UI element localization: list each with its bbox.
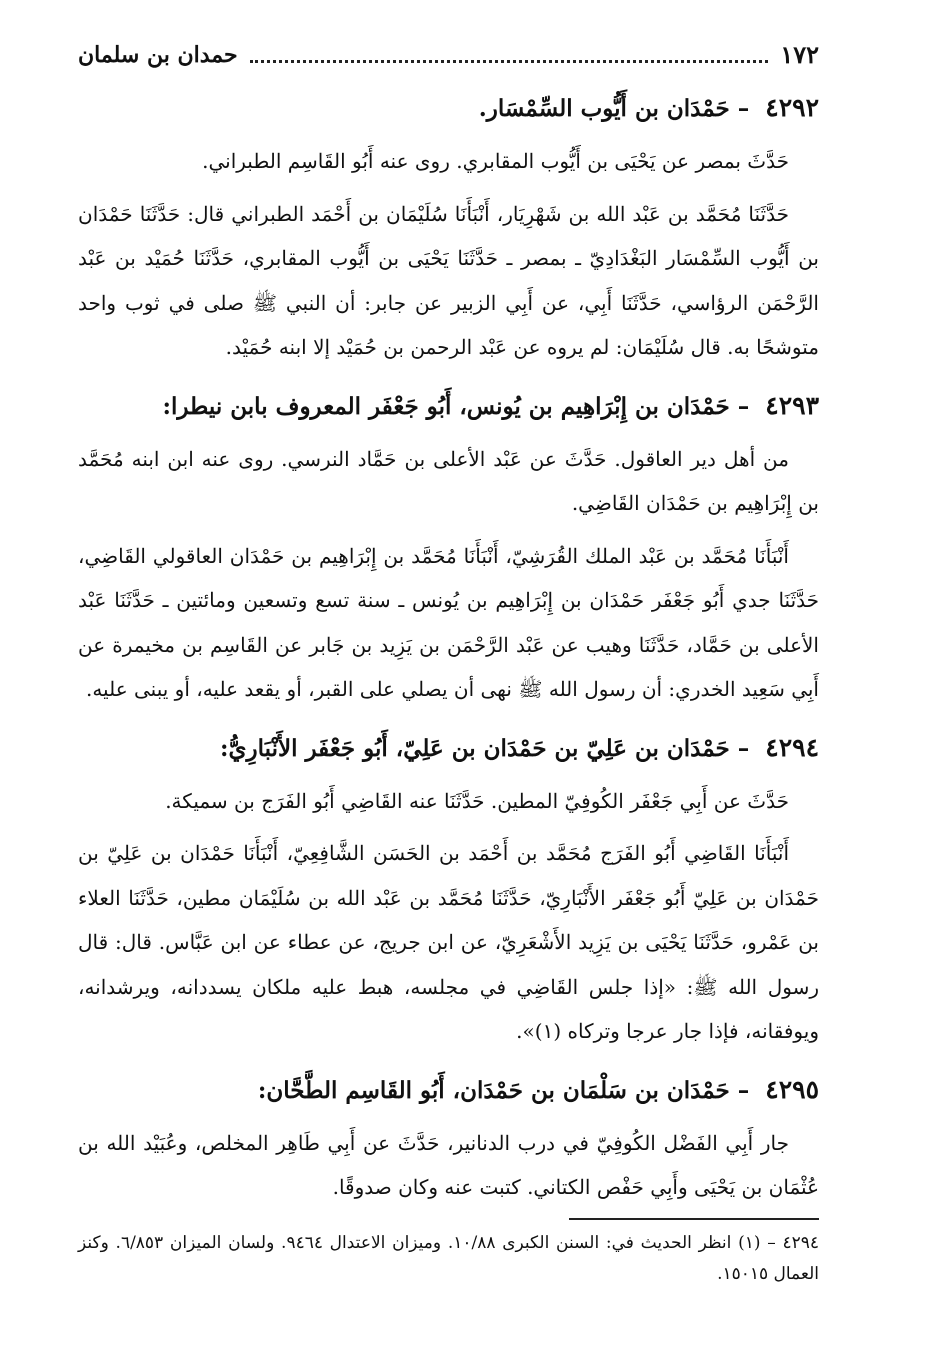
running-title: حمدان بن سلمان: [78, 42, 238, 68]
entry-4293: [78, 388, 819, 712]
entry-heading: – حَمْدَان بن سَلْمَان بن حَمْدَان، أَبُو القَاسِم الطَّحَّان:: [257, 1076, 750, 1104]
running-head: [78, 38, 819, 72]
entry-paragraph: حَدَّثَنَا مُحَمَّد بن عَبْد الله بن شَهْرِيَار، أَنْبَأَنَا سُلَيْمَان بن أَحْمَد الطبراني قال: حَدَّثَنَا حَمْدَان بن أَيُّوب السِّمْسَار البَغْدَادِيّ ـ بمصر ـ حَدَّثَنَا يَحْيَى بن أَيُّوب المقابري، حَدَّثَنَا حُمَيْد بن عَبْد الرَّحْمَن الرؤاسي، حَدَّثَنَا أَبِي، عن أَبِي الزبير عن جابر: أن النبي ﷺ صلى في ثوب واحد متوشحًا به. قال سُلَيْمَان: لم يروه عن عَبْد الرحمن بن حُمَيْد إلا ابنه حُمَيْد.: [78, 201, 819, 359]
entry-heading: – حَمْدَان بن إِبْرَاهِيم بن يُونس، أَبُو جَعْفَر المعروف بابن نيطرا:: [162, 392, 750, 420]
footnote-divider: [569, 1218, 819, 1220]
entry-paragraph: أَنْبَأَنَا القَاضِي أَبُو الفَرَج مُحَمَّد بن أَحْمَد بن الحَسَن الشَّافِعِيّ، أَنْبَأَنَا حَمْدَان بن عَلِيّ بن حَمْدَان بن عَلِيّ أَبُو جَعْفَر الأَنْبَارِيّ، حَدَّثَنَا مُحَمَّد بن عَبْد الله بن سُلَيْمَان مطين، حَدَّثَنَا العلاء بن عَمْرو، حَدَّثَنَا يَحْيَى بن يَزِيد الأَشْعَرِيّ، عن ابن جريج، عن عطاء عن ابن عَبَّاس. قال: قال رسول الله ﷺ: «إذا جلس القَاضِي في مجلسه، هبط عليه ملكان يسددانه، ويرشدانه، ويوفقانه، فإذا جار عرجا وتركاه (١)».: [78, 841, 819, 1043]
page-number: ١٧٢: [780, 40, 819, 69]
entry-paragraph: من أهل دير العاقول. حَدَّثَ عن عَبْد الأعلى بن حَمَّاد النرسي. روى عنه ابن ابنه مُحَمَّد بن إِبْرَاهِيم بن حَمْدَان القَاضِي.: [78, 446, 819, 515]
entry-heading: – حَمْدَان بن أَيُّوب السِّمْسَار.: [478, 95, 750, 122]
entry-title: [78, 90, 819, 127]
entry-paragraph: حَدَّثَ بمصر عن يَحْيَى بن أَيُّوب المقابري. روى عنه أَبُو القَاسِم الطبراني.: [202, 149, 789, 173]
entry-4295: [78, 1072, 819, 1210]
entry-number: ٤٢٩٥: [765, 1074, 819, 1104]
footnote: ٤٢٩٤ – (١) انظر الحديث في: السنن الكبرى ١٠/٨٨. وميزان الاعتدال ٩٤٦٤. ولسان الميزان ٦/٨٥٣. وكنز العمال ١٥٠١٥.: [78, 1232, 819, 1284]
entry-paragraph: حَدَّثَ عن أَبِي جَعْفَر الكُوفِيّ المطين. حَدَّثَنَا عنه القَاضِي أَبُو الفَرَج بن سميكة.: [165, 788, 789, 813]
entry-title: [78, 1072, 819, 1109]
entry-4294: [78, 730, 819, 1054]
entry-paragraph: أَنْبَأَنَا مُحَمَّد بن عَبْد الملك القُرَشِيّ، أَنْبَأَنَا مُحَمَّد بن إِبْرَاهِيم بن حَمْدَان العاقولي القَاضِي، حَدَّثَنَا جدي أَبُو جَعْفَر حَمْدَان بن إِبْرَاهِيم بن يُونس ـ سنة تسع وتسعين ومائتين ـ حَدَّثَنَا عَبْد الأعلى بن حَمَّاد، حَدَّثَنَا وهيب عن عَبْد الرَّحْمَن بن يَزِيد بن جَابر عن القَاسِم بن مخيمرة عن أَبِي سَعِيد الخدري: أن رسول الله ﷺ نهى أن يصلي على القبر، أو يقعد عليه، أو يبنى عليه.: [78, 543, 819, 701]
entry-number: ٤٢٩٣: [765, 390, 819, 420]
entry-heading: – حَمْدَان بن عَلِيّ بن حَمْدَان بن عَلِيّ، أَبُو جَعْفَر الأَنْبَارِيُّ:: [220, 734, 750, 762]
entry-paragraph: جار أَبِي الفَضْل الكُوفِيّ في درب الدنانير، حَدَّثَ عن أَبِي طَاهِر المخلص، وعُبَيْد الله بن عُثْمَان بن يَحْيَى وأَبِي حَفْص الكتاني. كتبت عنه وكان صدوقًا.: [78, 1130, 819, 1199]
entry-title: [78, 388, 819, 425]
entry-number: ٤٢٩٤: [765, 732, 819, 762]
leader-dots: [250, 60, 769, 63]
entry-title: [78, 730, 819, 767]
entry-number: ٤٢٩٢: [765, 93, 819, 122]
entry-4292: [78, 90, 819, 370]
